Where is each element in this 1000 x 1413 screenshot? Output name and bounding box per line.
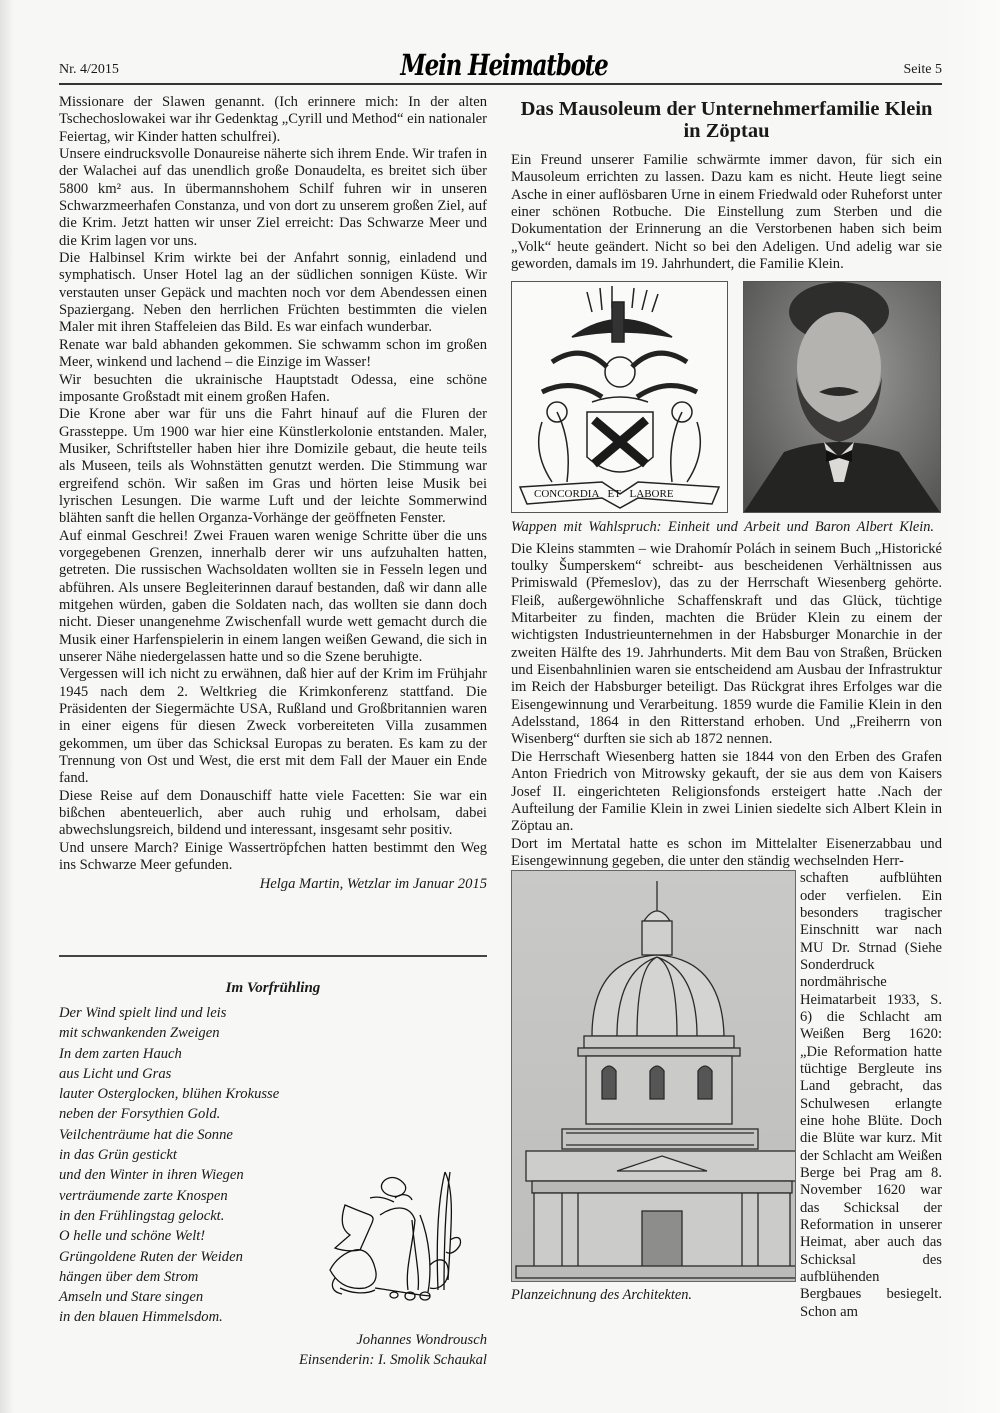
- mausoleum-drawing-image: [511, 870, 796, 1282]
- mausoleum-article: [511, 94, 942, 1321]
- poem-line: in den Frühlingstag gelockt.: [59, 1207, 225, 1224]
- poem-line: Der Wind spielt lind und leis: [59, 1005, 227, 1021]
- paragraph: Die Krone aber war für uns die Fahrt hinauf auf die Fluren der Grassteppe. Um 1900 war hier eine Künstlerkolonie entstanden. Maler, Musiker, Schriftsteller haben hier ihre Domizile gebaut, die heute teils als Museen, teils als Wohnstätten genutzt werden. Die Stimmung war ergreifend schön. Wir saßen im Gras und hörten leise Musik bei lyrischen Lesungen. Die warme Luft und der leichte Sommerwind blähten sanft die hellen Organza-Vorhänge der geöffneten Fenster.: [59, 406, 487, 527]
- crest-and-portrait-figure: [511, 281, 942, 513]
- poem-line: Veilchenträume hat die Sonne: [59, 1126, 233, 1143]
- paragraph: Missionare der Slawen genannt. (Ich erinnere mich: In der alten Tschechoslowakei war ihr Gedenktag „Cyrill und Method“ ein nationaler Feiertag, wir Kinder hatten schulfrei).: [59, 94, 487, 145]
- issue-number: Nr. 4/2015: [59, 62, 119, 77]
- section-divider: [59, 955, 487, 957]
- coat-of-arms-image: [511, 281, 728, 513]
- motto-word: CONCORDIA: [534, 488, 599, 501]
- paragraph: Diese Reise auf dem Donauschiff hatte viele Facetten: Sie war ein bißchen abenteuerlich, aber auch ruhig und erholsam, dabei abwechslungsreich, bildend und interessant, insgesamt sehr positiv.: [59, 787, 487, 839]
- poem-line: neben der Forsythien Gold.: [59, 1106, 221, 1123]
- poem-line: aus Licht und Gras: [59, 1065, 172, 1082]
- poem-line: Grüngoldene Ruten der Weiden: [59, 1248, 243, 1265]
- paragraph: Und unsere March? Einige Wassertröpfchen hatten bestimmt den Weg ins Schwarze Meer gefunden.: [59, 839, 487, 874]
- poem-line: verträumende zarte Knospen: [59, 1187, 228, 1204]
- poem-line: hängen über dem Strom: [59, 1268, 199, 1285]
- article-title-line: in Zöptau: [683, 120, 770, 142]
- scan-edge-left: [0, 0, 14, 1413]
- poem-line: mit schwankenden Zweigen: [59, 1025, 220, 1042]
- article-intro: Ein Freund unserer Familie schwärmte immer davon, für sich ein Mausoleum errichten zu lassen. Dazu kam es nicht. Heute liegt seine Asche in einer auflösbaren Urne in einem Friedwald oder Ruheforst unter einer schönen Rotbuche. Die Einstellung zum Sterben und die Dokumentation der Erinnerung an die Verstorbenen haben sich beim „Volk“ heute geändert. Nicht so bei den Adeligen. Und adelig war sie geworden, damals im 19. Jahrhundert, die Familie Klein.: [511, 152, 942, 273]
- figure-caption: Planzeichnung des Architekten.: [511, 1287, 693, 1304]
- dome-figure-wrap: [511, 870, 942, 1321]
- paragraph: Die Herrschaft Wiesenberg hatten sie 1844 von den Erben des Grafen Anton Friedrich von Mitrowsky gekauft, der sie aus dem von Kaisers Josef II. eingerichteten Religionsfonds ersteigert hatte .Nach der Aufteilung der Familie Klein in zwei Linien siedelte sich Albert Klein in Zöptau an.: [511, 748, 942, 835]
- motto-word: ET: [607, 488, 621, 501]
- paragraph: Renate war bald abhanden gekommen. Sie schwamm schon im großen Meer, winkend und lachend – die Einzige im Wasser!: [59, 336, 487, 371]
- poem-body: [59, 1003, 359, 1328]
- paragraph: Die Kleins stammten – wie Drahomír Polách in seinem Buch „Historické toulky Šumperskem“ schreibt- aus bescheidenen Verhältnissen aus Primiswald (Přemeslov), das zu der Herrschaft Wiesenberg gehörte. Fleiß, außergewöhnliche Schaffenskraft und das Glück, tüchtige Mitarbeiter zu finden, machten die Brüder Klein zu einem der wichtigsten Industrieunternehmen in der Habsburger Monarchie in der zweiten Hälfte des 19. Jahrhunderts. Mit dem Bau von Straßen, Brücken und Eisenbahnlinien waren sie entscheidend am Ausbau der Infrastruktur im Reich der Habsburger beteiligt. Das Rückgrat ihres Erfolges war die Eisengewinnung und Verarbeitung. 1859 wurde die Familie Klein in den Adelsstand, 1864 in den Ritterstand erhoben. Und „Freiherrn von Wisenberg“ durften sie sich ab 1872 nennen.: [511, 540, 942, 748]
- poem-line: und den Winter in ihren Wiegen: [59, 1167, 244, 1184]
- poem-line: in den blauen Himmelsdom.: [59, 1309, 223, 1326]
- motto-word: LABORE: [629, 488, 674, 501]
- paragraph: Die Halbinsel Krim wirkte bei der Anfahrt sonnig, einladend und symphatisch. Unser Hotel lag an der südlichen sonnigen Küste. Wir verstauten unser Gepäck und machten noch vor dem Abendessen einen Spaziergang. Neben den herrlichen Früchten bestimmten die vielen Maler mit ihren Staffeleien das Bild. Es war einfach wunderbar.: [59, 250, 487, 336]
- paragraph: Dort im Mertatal hatte es schon im Mittelalter Eisenerzabbau und Eisengewinnung gegeben, die unter den ständig wechselnden Herr-: [511, 835, 942, 869]
- page-number: Seite 5: [903, 62, 942, 77]
- poem-line: lauter Osterglocken, blühen Krokusse: [59, 1086, 280, 1103]
- header-rule: [59, 83, 942, 85]
- poem-line: In dem zarten Hauch: [59, 1045, 182, 1062]
- poem-line: O helle und schöne Welt!: [59, 1228, 206, 1245]
- paragraph: Wir besuchten die ukrainische Hauptstadt Odessa, eine schöne imposante Großstadt mit einem großen Hafen.: [59, 371, 487, 405]
- poem-author: Johannes Wondrousch: [356, 1332, 487, 1348]
- poem-line: in das Grün gestickt: [59, 1147, 177, 1164]
- article-title-line: Das Mausoleum der Unternehmerfamilie Klein: [520, 98, 933, 120]
- poem-submitter: Einsenderin: I. Smolik Schaukal: [298, 1352, 487, 1368]
- paragraph-beside-figure: schaften aufblühten oder verfielen. Ein besonders tragischer Einschnitt war nach MU Dr. Strnad (Siehe Sonderdruck nordmährische Heimatarbeit 1933, S. 6) die Schlacht am Weißen Berg 1620: „Die Reformation hatte tüchtige Bergleute ins Land gebracht, das Schulwesen erlangte eine hohe Blüte. Doch die Blüte war kurz. Mit der Schlacht am Weißen Berge bei Prag am 8. November 1620 war das Schicksal der Reformation in unserer Heimat, aber auch das Schicksal des aufblühenden Bergbaues besiegelt. Schon am: [800, 870, 942, 1320]
- poem-title: Im Vorfrühling: [225, 980, 321, 996]
- scan-edge-right: [942, 0, 1000, 1413]
- paragraph: Auf einmal Geschrei! Zwei Frauen waren wenige Schritte über die uns vorgegebenen Grenzen, innerhalb derer wir uns aufzuhalten hatten, getreten. Die russischen Wachsoldaten wollten sie in Fesseln legen und abführen. Als unsere Begleiterinnen darauf bestanden, daß wir dann alle mitgehen würden, gaben die Soldaten nach, das wollten sie dann doch nicht. Dieser unangenehme Zwischenfall wurde wett gemacht durch die Musik einer Harfenspielerin in einem langen weißen Gewand, die sich in unserer Nähe niedergelassen hatte und so die Szene beruhigte.: [59, 527, 487, 665]
- architect-drawing-figure: [511, 870, 794, 1304]
- author-signature: Helga Martin, Wetzlar im Januar 2015: [259, 876, 487, 893]
- figure-caption: Wappen mit Wahlspruch: Einheit und Arbeit und Baron Albert Klein.: [511, 519, 934, 536]
- poem-line: Amseln und Stare singen: [59, 1289, 204, 1306]
- daffodil-illustration: [320, 1160, 490, 1330]
- paragraph: Unsere eindrucksvolle Donaureise näherte sich ihrem Ende. Wir trafen in der Walachei auf das unendlich große Donaudelta, es breitet sich über 5800 km² aus. In übermannshohem Schilf fuhren wir in unseren Schwarzmeerhafen Constanza, und von dort zu unserem großen Ziel, auf die Krim. Jetzt hatten wir unser Ziel erreicht: Das Schwarze Meer und die Krim lagen vor uns.: [59, 146, 487, 249]
- masthead-logo: Mein Heimatbote: [400, 48, 608, 83]
- travel-article: [59, 94, 487, 893]
- portrait-albert-klein: [743, 281, 941, 513]
- article-title: [511, 98, 942, 142]
- paragraph: Vergessen will ich nicht zu erwähnen, daß hier auf der Krim im Frühjahr 1945 nach dem 2. Weltkrieg die Krimkonferenz stattfand. Die Präsidenten der Siegermächte USA, Rußland und Großbritannien waren in einer eigens für diesen Zweck vorbereiteten Villa zusammen gekommen, um über das Schicksal Europas zu beraten. Es kam zu der Trennung von Ost und West, die erst mit dem Fall der Mauer ein Ende fand.: [59, 666, 487, 787]
- poem-credits: [299, 1330, 487, 1370]
